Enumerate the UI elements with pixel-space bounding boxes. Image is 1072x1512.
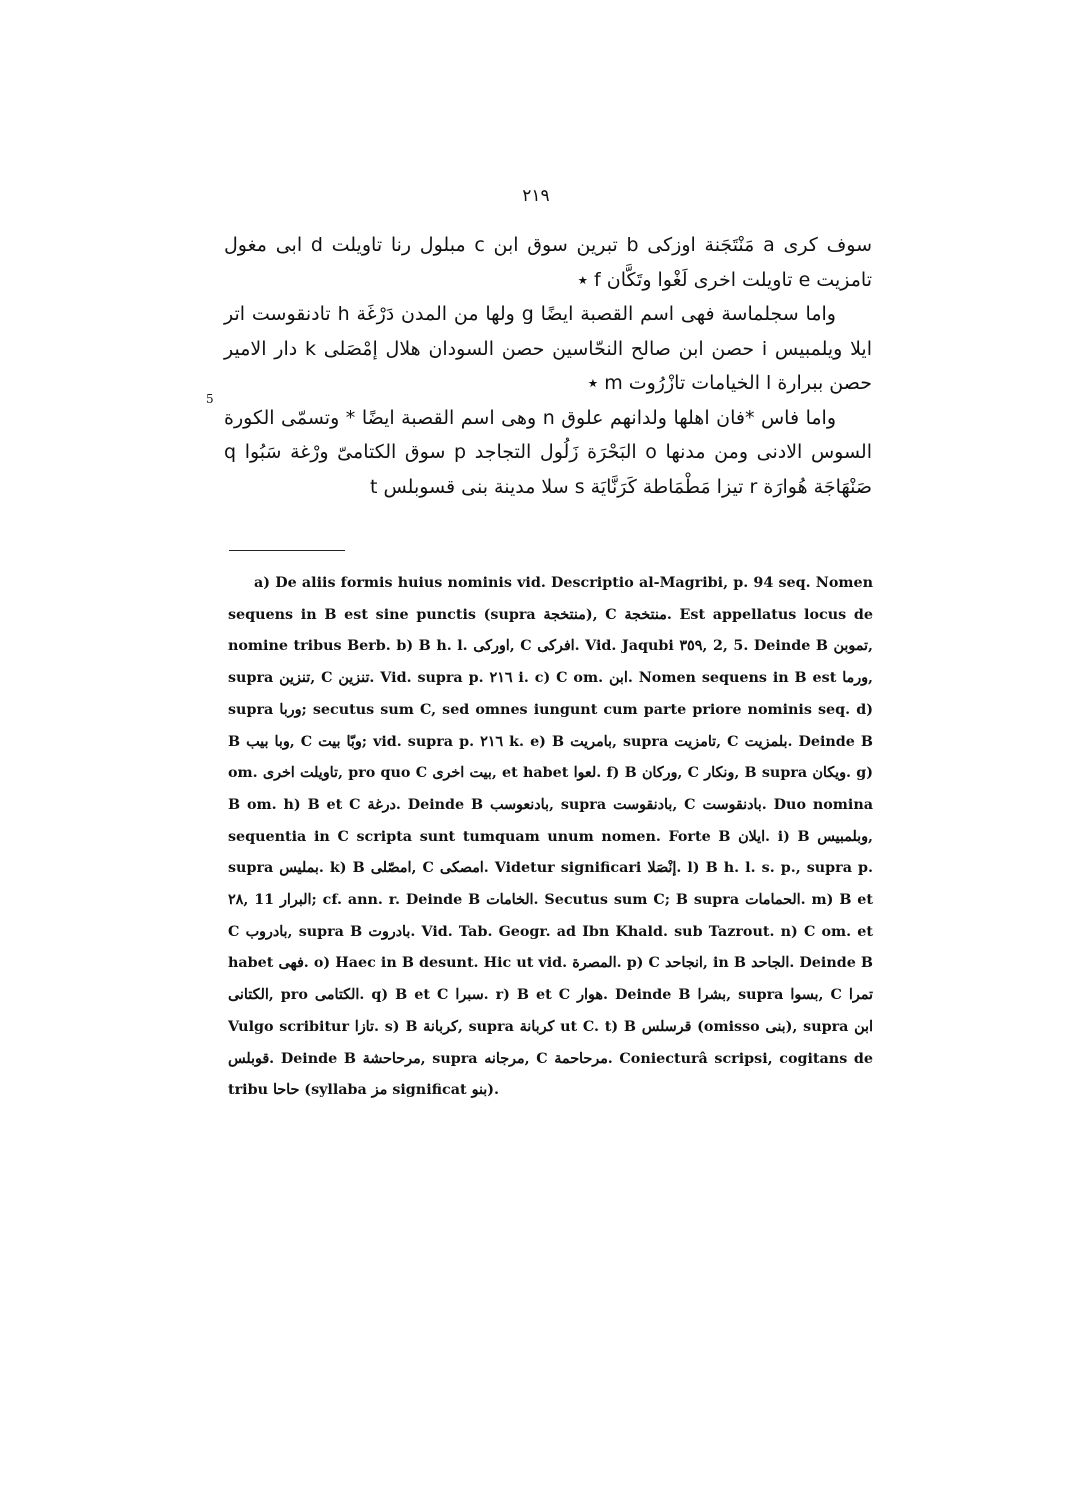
footnote: g) B om. [228,765,873,813]
footnote: m) B et C بادروب, supra B بادروت. Vid. Tab. Geogr. ad Ibn Khald. sub Tazrout. [228,892,873,940]
footnote: h) B et C درغة. Deinde B بادنعوسب, supra بادنقوست, C بادنقوست. Duo nomina sequentia in C scripta sunt tumquam unum nomen. Forte B ايلان. [228,796,874,845]
footnote: c) C om. ابن. Nomen sequens in B est ورما, supra وربا; secutus sum C, sed omnes iungunt cum parte priore nominis seq. [228,670,874,718]
footnote: e) B بامريت, supra تامزيت, C بلمزيت. Deinde B om. تاويلت اخرى, pro quo C بيت اخرى, et habet لعوا. [228,733,874,782]
footnote: q) B et C سبرا. [371,987,489,1004]
footnotes [228,568,873,1107]
footnote: a) De aliis formis huius nominis vid. Descriptio al-Magribi, p. 94 seq. Nomen sequens in B est sine punctis (supra منتخجة), C منتخجة. Est appellatus locus de nomine tribus Berb. [228,575,873,655]
footnote: p) C انجاحد, in B الجاحد. Deinde B الكتانى, pro الكتامى. [228,955,873,1004]
footnote: r) B et C هوار. Deinde B بشرا, supra بسوا, C تمرا Vulgo scribitur تازا. [228,987,874,1035]
footnote: b) B h. l. اوركى, C افركى. Vid. Jaqubi ٣٥٩, 2, 5. Deinde B تموبن, supra تنزين, C تنزين. Vid. supra p. ٢١٦ i. [228,638,874,687]
page-number: ٢١٩ [522,186,550,206]
line-number-marker: 5 [206,392,214,406]
footnote-separator [229,550,345,551]
arabic-paragraph: واما سجلماسة فهى اسم القصبة ايضًا g ولها من المدن دَرْغَة h تادنقوست اتر ايلا ويلمبيس i حصن ابن صالح النحّاسين حصن السودان هلال إمْصَلى k دار الامير حصن ببرارة l الخيامات تازْرُوت m ٭ [224,303,872,394]
footnote: n) C om. et habet فهى. [228,923,873,972]
arabic-paragraph: سوف كرى a مَنْتَجَنة اوزكى b تبرين سوق ابن c مبلول رنا تاويلت d ابى مغول تامزيت e تاويلت اخرى لَغْوا وتَكَّان f ٭ [224,234,873,291]
footnote: o) Haec in B desunt. Hic ut vid. المصرة. [313,955,622,972]
arabic-paragraph: واما فاس *فان اهلها ولدانهم علوق n وهى اسم القصبة ايضًا * وتسمّى الكورة السوس الادنى ومن مدنها o البَحْرَة زَلُول التجاجد p سوق الكتامىّ ورْغة سَبُوا q صَنْهَاجَة هُوارَة r تيزا مَطْمَاطة كَرَنَّايَة s سلا مدينة بنى قسوبلس t [224,406,872,498]
footnote: l) B h. l. s. p., supra p. ٢٨, 11 البرار; cf. ann. r. Deinde B الخامات. Secutus sum C; B supra الحمامات. [228,860,873,909]
footnote: i) B وبلمبيس, supra بمليس. [228,828,874,877]
footnote: f) B وركان, C ونكار, B supra ويكان. [606,765,851,782]
footnote: d) B وبا بيب, C وبّا بيت; vid. supra p. ٢١٦ k. [228,701,874,750]
footnote: k) B امصّلى, C امصكى. Videtur significari إنْصَلا. [329,860,682,877]
footnote: t) B قرسلس (omisso بنى), supra ابن قوبلس. Deinde B مرحاحشة, supra مرجانه, C مرحاحمة. Coniecturâ scripsi, cogitans de tribu حاحا (syllaba مز significat بنو). [228,1018,873,1099]
footnote: s) B كربانة, supra كربانة ut C. [384,1018,599,1035]
arabic-main-text [224,228,872,504]
